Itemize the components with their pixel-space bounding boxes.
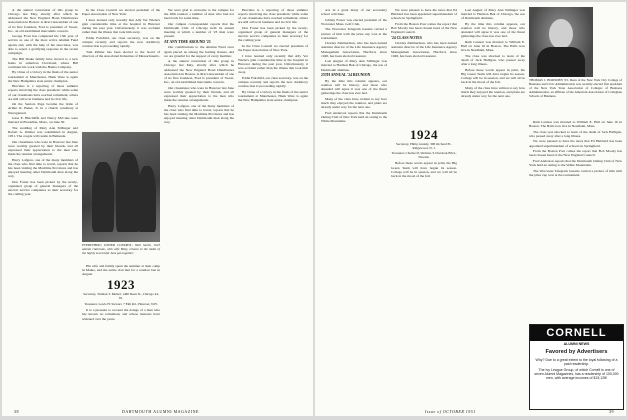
magazine-name: DARTMOUTH ALUMNI MAGAZINE bbox=[122, 409, 199, 414]
paragraph: Fred Anderson reports that the Dartmouth Outing Club of New York held an outing to the White Mountains. bbox=[321, 110, 387, 123]
right-column-1 bbox=[321, 8, 387, 404]
year-heading: 1923 bbox=[107, 277, 135, 293]
paragraph: Charley Zimmerman, who has been named assistant director of the Life Insurance Agency Management Association, Hartford, since 1948, has been elected treasurer. bbox=[391, 41, 457, 58]
paragraph: Last August of Mary Ann Stillinger was married to Harmon Bek of Chicago, the son of Dartmouth alumnus. bbox=[461, 8, 525, 21]
treasurer-line: Treasurer, Charles D. Webster, 9 Overlook Blvd., Newark. bbox=[391, 151, 457, 160]
paragraph: at the annual convention of this group in Chicago last May, shortly after which he addressed the New England Hotel Distributors Association in Boston. A direct descendant of one of its first founders, Fred is president of Sweet, Inc., an old established mercantile concern. bbox=[164, 59, 234, 85]
paragraph: Johnny Foster was elected president of the Worcester Mass. Golf Club. bbox=[321, 17, 387, 26]
paragraph: We were glad to welcome to the campus for the 28th reunion a number of men who had not been back for some time. bbox=[164, 8, 234, 21]
treasurer-line: Treasurer, Lewis H. Stewart, 7 Elm Rd., Hanover, N.H. bbox=[84, 301, 158, 306]
page-number: 39 bbox=[609, 409, 614, 414]
page-number: 38 bbox=[14, 409, 19, 414]
paragraph: Fred Anderson reports that the Dartmouth Outing Club of New York held an outing to the White Mountains. bbox=[529, 158, 622, 167]
paragraph: I have learned only recently that Ally Ver Wiebe's gain considerable time at the hospital in Hanover during the past year. Unfortunately, it was accident rather than the illness that took him away. bbox=[82, 17, 160, 35]
paragraph: Hercules is a reporting of those summer reports involving the class president: while some of our classmates have reached retirement, others are still active in business and in civic life. bbox=[238, 8, 308, 25]
paragraph: By virtue of a victory in the finals of the senior tournament at Manchester, Hank Ware is again the New Hampshire state senior champion. bbox=[8, 70, 78, 83]
section-heading: 25TH ANNUAL '24 REUNION bbox=[321, 73, 371, 78]
paragraph: Our classmates who were in Hanover last June were warmly greeted by their friends, and all expressed their appreciation to the men who made the reunion arrangements. bbox=[8, 139, 78, 157]
paragraph: It is a pleasure to recount the doings of a man who has known no retirement, and whose interests have widened over the years. bbox=[82, 308, 160, 321]
paragraph: at the annual convention of this group in Chicago last May, shortly after which he addressed the New England Hotel Distributors Association in Boston. A direct descendant of one of its first founders, Fred is president of Sweet, Inc., an old established mercantile concern. bbox=[8, 8, 78, 33]
photo-caption: THOMAS J. HODSDEN '23, Dean of the New York City College of Business and Civic Administration was recently elected first president of the New York State Association of Colleges of Business Administration, an affiliate of the American Association of Collegiate Schools of Business. bbox=[529, 78, 622, 98]
paragraph: Charley Zimmerman, who has been named assistant director of the Life Insurance Agency Management Association, Hartford, since 1948, has been elected treasurer. bbox=[321, 41, 387, 58]
paragraph: The Bill Drake family have moved to a new home in suburban Cleveland, where Bill continues his work with the Hanna Company. bbox=[8, 56, 78, 69]
paragraph: In the Class Council we elected president of the Paper Association of New York. bbox=[238, 44, 308, 53]
paragraph: Many of the class have written to say how much they enjoyed the reunion, and plans are already under way for the next one. bbox=[461, 85, 525, 98]
right-page bbox=[315, 2, 626, 416]
ad-brand-sub: ALUMNI NEWS bbox=[563, 342, 590, 346]
right-column-2 bbox=[391, 8, 457, 404]
paragraph: The class was shocked to learn of the death of Jack Halligan, who passed away after a long illness. bbox=[461, 53, 525, 67]
paragraph: By the time this column appears, our reunion will be history, and those who attended will agree it was one of the finest gatherings the class has ever had. bbox=[461, 21, 525, 39]
secretary-line: Secretary, Truman T. Metzel, 1460 Dean St., Chicago 44, Ill. bbox=[83, 292, 159, 301]
paragraph: Harry Lofgren, one of the many members of the class who find time to travel, reports that he has been visiting the Maritime Provinces and has enjoyed meeting other Dartmouth men along the way. bbox=[8, 157, 78, 179]
issue-label: Issue of OCTOBER 1951 bbox=[425, 409, 476, 414]
paragraph: The class was shocked to learn of the death of Jack Halligan, who passed away after a long illness. bbox=[529, 129, 622, 138]
right-column-4 bbox=[529, 120, 622, 320]
right-column-3 bbox=[461, 8, 525, 404]
left-column-1 bbox=[8, 8, 78, 404]
left-column-2 bbox=[82, 8, 160, 130]
left-page bbox=[2, 2, 313, 416]
secretary-line: Secretary, Philip Grundy, 308 Orchard Pl., Ridgewood, N. J. bbox=[396, 141, 452, 150]
left-column-2b bbox=[82, 264, 160, 404]
paragraph: Harry Lofgren, one of the many members of the class who find time to travel, reports that he has been visiting the Maritime Provinces and has enjoyed meeting other Dartmouth men along the way. bbox=[164, 103, 234, 125]
paragraph: Ruth Lannon was married to William E. Hall on June 16 in Boston. The Halls now live in Needham, Mass. bbox=[529, 120, 622, 129]
paragraph: Our campus correspondent reports that the Dartmouth Club of Chicago held its annual meeting at which a number of '23 men were present. bbox=[164, 21, 234, 39]
paragraph: Jesse E. Hinchliffe and Nancy McCune were married in Brookline, Mass., on June 30. bbox=[8, 116, 78, 125]
paragraph: Tom Palmer has been elected to the board of directors of the Associated Industries of Massachusetts. bbox=[82, 49, 160, 58]
paragraph: Many of the class have written to say how much they enjoyed the reunion, and plans are already under way for the next one. bbox=[321, 96, 387, 109]
paragraph: From the Boston Post comes the report that Bob Moody has been chosen head of the New England Council. bbox=[391, 21, 457, 35]
left-column-3 bbox=[164, 8, 234, 404]
paragraph: Eddie Fairchild, our class secretary, was on the campus recently and reports the new dormitory construction is proceeding rapidly. bbox=[238, 75, 308, 89]
paragraph: We were pleased to have the news that Ed Hubbard has been appointed superintendent of schools in Springfield. bbox=[391, 8, 457, 21]
paragraph: George Frost has completed his 15th year of service as one of the most active Alumni Fund agents and, with the help of his associates, was able to report a gratifying response in the recent campaign. bbox=[8, 34, 78, 55]
paragraph: Our contributions to the Alumni Fund once again placed us among the leading classes, and we are grateful for the support of every member. bbox=[164, 45, 234, 58]
paragraph: By virtue of a victory in the finals of the senior tournament at Manchester, Hank Ware is again the New Hampshire state senior champion. bbox=[238, 89, 308, 103]
paragraph: The wedding of Mary Ann Stillinger and Robert G. Kilmer was solemnized in August, 1951. The couple will reside in Bethesda. bbox=[8, 125, 78, 139]
paragraph: From the Boston Post comes the report that Bob Moody has been chosen head of the New England Council. bbox=[529, 149, 622, 158]
paragraph: ard, in a great many of our secondary school activities. bbox=[321, 8, 387, 17]
paragraph: Before these words appear in print, the Big Green Team will have begun its season. College will be in session, and we will all be back in the mood of the fall. bbox=[391, 161, 457, 178]
paragraph: The Worcester Telegram Gazette carried a picture of him with the prize cup won at the tournament. bbox=[529, 168, 622, 177]
paragraph: Our classmates who were in Hanover last June were warmly greeted by their friends, and all expressed their appreciation to the men who made the reunion arrangements. bbox=[164, 85, 234, 103]
paragraph: Before these words appear in print, the Big Green Team will have begun its season. College will be in session, and we will all be back in the mood of the fall. bbox=[461, 67, 525, 85]
paragraph: His wife and family spent the summer at their camp in Maine, and the entire clan met for a reunion late in August. bbox=[82, 264, 160, 277]
photo-caption: EVERYTHING UNDER CONTROL: Walt Smith, 1923 alumni chairman, with wife Betty, relaxes in the midst of the highly successful June get-together. bbox=[82, 243, 160, 255]
paragraph: Don Foster has been picked by the newly-organized group of general managers of the electric service companies as their secretary for the coming year. bbox=[8, 179, 78, 197]
paragraph: On the Seniors Page became the bride of Arthur R. Baker, Jr. in a church ceremony at Narragansett. bbox=[8, 102, 78, 115]
section-heading: AT ANY TIME AROUND '23 bbox=[164, 39, 211, 44]
section-heading: '24 CLASS NOTES bbox=[391, 35, 422, 40]
left-column-4 bbox=[238, 8, 308, 404]
paragraph: By the time this column appears, our reunion will be history, and those who attended will agree it was one of the finest gatherings the class has ever had. bbox=[321, 78, 387, 96]
cornell-advertisement bbox=[529, 324, 624, 410]
ad-body-2: The Ivy League Group, of which Cornell is one of seven Alumni Magazines, has a readership of 100,000 men, with average incomes of $15,128! bbox=[534, 368, 619, 381]
paragraph: I have learned only recently that Ally Ver Wiebe's gain considerable time at the hospital in Hanover during the past year. Unfortunately, it was accident rather than the illness that took him away. bbox=[238, 53, 308, 75]
paragraph: Ruth Lannon was married to William E. Hall on June 16 in Boston. The Halls now live in Needham, Mass. bbox=[461, 39, 525, 53]
paragraph: Hercules is a reporting of those summer reports involving the class president: while some of our classmates have reached retirement, others are still active in business and in civic life. bbox=[8, 84, 78, 101]
paragraph: Don Foster has been picked by the newly-organized group of general managers of the electric service companies as their secretary for the coming year. bbox=[238, 26, 308, 43]
portrait-photo bbox=[529, 7, 593, 77]
class-photo bbox=[82, 132, 160, 242]
ad-headline: Favored by Advertisers bbox=[545, 349, 608, 356]
paragraph: Eddie Fairchild, our class secretary, was on the campus recently and reports the new dormitory construction is proceeding rapidly. bbox=[82, 35, 160, 49]
paragraph: In the Class Council we elected president of the Paper Association of New York. bbox=[82, 8, 160, 17]
year-heading: 1924 bbox=[410, 126, 438, 142]
paragraph: Last August of Mary Ann Stillinger was married to Harmon Bek of Chicago, the son of Dartmouth alumnus. bbox=[321, 59, 387, 72]
ad-brand: CORNELL bbox=[530, 325, 623, 341]
paragraph: We were pleased to have the news that Ed Hubbard has been appointed superintendent of schools in Springfield. bbox=[529, 139, 622, 148]
ad-body-1: Why? Due to a great extent to the loyal following of a paid readership. bbox=[535, 357, 618, 366]
paragraph: The Worcester Telegram Gazette carried a picture of him with the prize cup won at the tournament. bbox=[321, 27, 387, 40]
